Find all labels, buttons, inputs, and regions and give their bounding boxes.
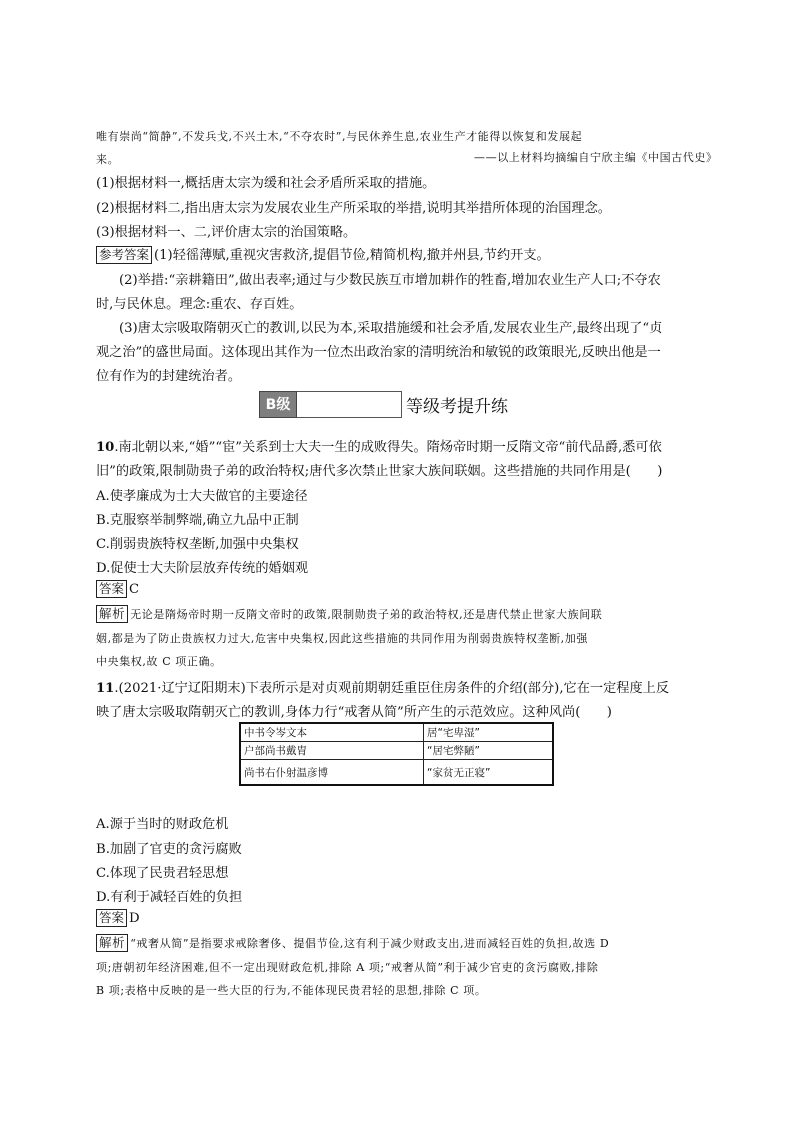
- sub-question-3: (3)根据材料一、二,评价唐太宗的治国策略。: [96, 225, 357, 240]
- option-a: A.使孝廉成为士大夫做官的主要途径: [96, 489, 308, 504]
- option-b: B.加剧了官吏的贪污腐败: [96, 842, 242, 857]
- answer-line: [96, 580, 139, 598]
- answer-tag: 答案: [96, 580, 127, 598]
- section-title: 等级考提升练: [406, 396, 508, 417]
- option-b: B.克服察举制弊端,确立九品中正制: [96, 513, 299, 528]
- answer-2-line: 时,与民休息。理念:重农、存百姓。: [96, 297, 303, 312]
- question-number: 10: [96, 440, 115, 455]
- table-cell: 居“宅卑湿”: [424, 723, 554, 742]
- analysis-line: [96, 605, 602, 623]
- question-text: .(2021·辽宁辽阳期末)下表所示是对贞观前期朝廷重臣住房条件的介绍(部分),它在一定程度上反: [114, 681, 670, 696]
- table-cell: 中书令岑文本: [240, 723, 424, 742]
- answer-1: (1)轻徭薄赋,重视灾害救济,提倡节俭,精简机构,撤并州县,节约开支。: [154, 248, 550, 263]
- answer-value: D: [129, 911, 140, 926]
- answer-3-line: (3)唐太宗吸取隋朝灭亡的教训,以民为本,采取措施缓和社会矛盾,发展农业生产,最终出现了“贞: [119, 321, 663, 336]
- analysis-line: [96, 934, 609, 952]
- table-row: [240, 723, 553, 742]
- reference-answer-line: [96, 244, 550, 264]
- question-10-stem: [96, 436, 662, 455]
- answer-tag: 答案: [96, 909, 127, 927]
- analysis-line: 中央集权,故 C 项正确。: [96, 655, 222, 668]
- table-cell: “居宅弊陋”: [424, 742, 554, 760]
- table-cell: 尚书右仆射温彦博: [240, 760, 424, 786]
- sub-question-2: (2)根据材料二,指出唐太宗为发展农业生产所采取的举措,说明其举措所体现的治国理念。: [96, 201, 611, 216]
- level-badge: B级: [259, 391, 297, 418]
- analysis-line: 姻,都是为了防止贵族权力过大,危害中央集权,因此这些措施的共同作用为削弱贵族特权垄断,加强: [96, 632, 588, 645]
- answer-2-line: (2)举措:“亲耕籍田”,做出表率;通过与少数民族互市增加耕作的牲畜,增加农业生产人口;不夺农: [119, 273, 661, 288]
- reference-answer-tag: 参考答案: [96, 246, 152, 264]
- analysis-line: B 项;表格中反映的是一些大臣的行为,不能体现民贵君轻的思想,排除 C 项。: [96, 984, 487, 997]
- option-c: C.削弱贵族特权垄断,加强中央集权: [96, 537, 299, 552]
- question-11-stem: [96, 677, 669, 696]
- option-d: D.有利于减轻百姓的负担: [96, 890, 243, 905]
- question-11-stem-2: 映了唐太宗吸取隋朝灭亡的教训,身体力行“戒奢从简”所产生的示范效应。这种风尚( ): [96, 705, 612, 720]
- analysis-tag: 解析: [96, 605, 128, 623]
- analysis-line: 项;唐朝初年经济困难,但不一定出现财政危机,排除 A 项;“戒奢从简”利于减少官吏的贪污腐败,排除: [96, 961, 599, 974]
- material-source: ——以上材料均摘编自宁欣主编《中国古代史》: [474, 151, 718, 164]
- analysis-text: “戒奢从简”是指要求戒除奢侈、提倡节俭,这有利于减少财政支出,进而减轻百姓的负担,故选 D: [130, 937, 610, 950]
- material-text-line: 唯有崇尚“简静”,不发兵戈,不兴土木,“不夺农时”,与民休养生息,农业生产才能得以恢复和发展起: [96, 130, 583, 143]
- answer-line: [96, 909, 140, 927]
- material-text-line: 来。: [96, 153, 120, 166]
- table-row: [240, 742, 553, 760]
- question-text: .南北朝以来,“婚”“宦”关系到士大夫一生的成败得失。隋炀帝时期一反隋文帝“前代品爵,悉可依: [114, 440, 662, 455]
- analysis-text: 无论是隋炀帝时期一反隋文帝时的政策,限制勋贵子弟的政治特权,还是唐代禁止世家大族间联: [130, 608, 603, 621]
- analysis-tag: 解析: [96, 934, 128, 952]
- housing-table: [239, 722, 554, 786]
- option-a: A.源于当时的财政危机: [96, 817, 229, 832]
- table-cell: 户部尚书戴胄: [240, 742, 424, 760]
- sub-question-1: (1)根据材料一,概括唐太宗为缓和社会矛盾所采取的措施。: [96, 176, 436, 191]
- table-row: [240, 760, 553, 786]
- answer-3-line: 位有作为的封建统治者。: [96, 369, 242, 384]
- option-c: C.体现了民贵君轻思想: [96, 866, 229, 881]
- answer-3-line: 观之治”的盛世局面。这体现出其作为一位杰出政治家的清明统治和敏锐的政策眼光,反映出他是一: [96, 345, 661, 360]
- level-box: [297, 391, 402, 418]
- answer-value: C: [129, 582, 140, 597]
- option-d: D.促使士大夫阶层放弃传统的婚姻观: [96, 561, 309, 576]
- section-heading: [259, 391, 508, 417]
- question-10-stem-2: 旧”的政策,限制勋贵子弟的政治特权;唐代多次禁止世家大族间联姻。这些措施的共同作用是( ): [96, 464, 663, 479]
- table-cell: “家贫无正寝”: [424, 760, 554, 786]
- question-number: 11: [96, 681, 115, 696]
